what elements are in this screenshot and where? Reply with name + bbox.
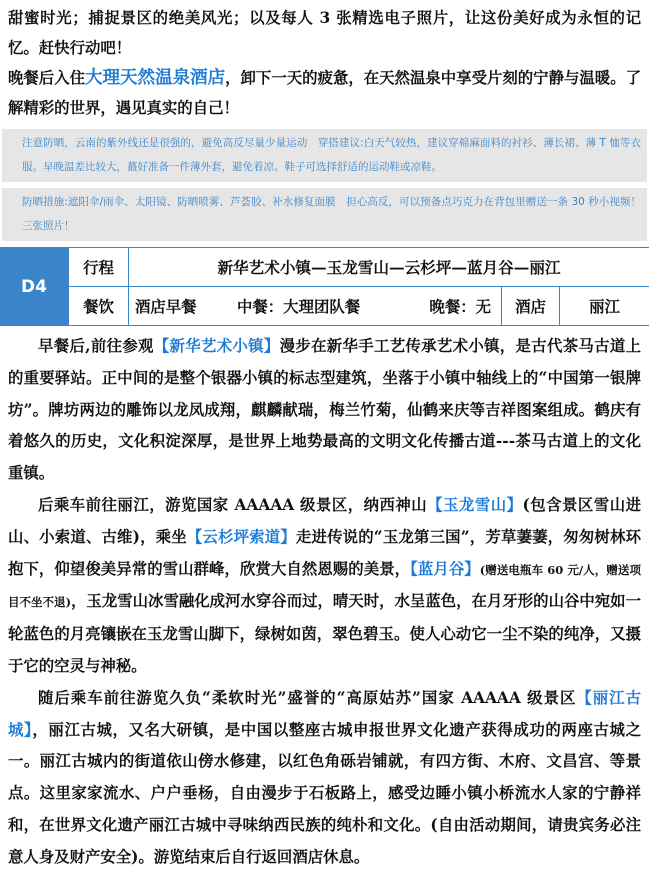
para3-text-a: 随后乘车前往游览久负“柔软时光”盛誉的“高原姑苏”国家 AAAAA 级景区 <box>38 688 577 707</box>
highlight-jade-dragon: 【玉龙雪山】 <box>427 495 523 514</box>
para2-text-b: (包含景区雪山进山、小索道、古维)，乘坐 <box>8 495 641 546</box>
lunch-text: 中餐：大理团队餐 <box>237 298 361 316</box>
para2-text-c: 走进传说的“玉龙第三国”，芳草萋萋，匆匆树林环抱下，仰望俊美异常的雪山群峰，欣赏大自然恩赐的美景， <box>8 527 641 578</box>
shuttle-note: (赠送电瓶车 60 元/人，赠送项目不坐不退) <box>8 562 641 610</box>
paragraph-lijiang-old-town <box>0 683 649 874</box>
para3-text-b: ，丽江古城，又名大研镇，是中国以整座古城申报世界文化遗产获得成功的两座古城之一。丽江古城内的街道依山傍水修建，以红色角砾岩铺就，有四方街、木府、文昌宫、等景点。这里家家流水、户户垂杨，自由漫步于石板路上，感受边睡小镇小桥流水人家的宁静祥和，在世界文化遗产丽江古城中寻味纳西民族的纯朴和文化。(自由活动期间，请贵宾务必注意人身及财产安全)。游览结束后自行返回酒店休息。 <box>8 720 641 866</box>
paragraph-xinhua-town <box>0 331 649 490</box>
hotel-follow-text: ，卸下一天的疲惫，在天然温泉中享受片刻的宁静与温暖。了解精彩的世界，遇见真实的自己！ <box>8 69 641 117</box>
highlight-spruce-cableway: 【云杉坪索道】 <box>186 527 296 546</box>
breakfast-text: 酒店早餐 <box>135 298 197 316</box>
day-itinerary-table <box>0 247 649 326</box>
dinner-text: 晚餐：无 <box>429 298 491 316</box>
hotel-city: 丽江 <box>559 287 649 325</box>
highlight-xinhua-town: 【新华艺术小镇】 <box>153 337 280 355</box>
para2-text-a: 后乘车前往丽江，游览国家 AAAAA 级景区，纳西神山 <box>38 495 428 514</box>
tip-text-sun-protection: 防晒措施:遮阳伞/雨伞、太阳镜、防晒喷雾、芦荟胶、补水修复面膜 担心高反，可以预备点巧克力在背包里赠送一条 30 秒小视频！三张照片！ <box>22 196 641 232</box>
hotel-label: 酒店 <box>501 287 559 325</box>
tip-text-sun-clothing: 注意防晒，云南的紫外线还是很强的，避免高反尽量少量运动 穿搭建议:白天气较热，建议穿棉麻面料的衬衫、薄长裙、薄 T 恤等衣服。早晚温差比较大，蕞好准备一件薄外套，避免着凉。鞋子可选择舒适的运动鞋或凉鞋。 <box>22 137 641 173</box>
route-label: 行程 <box>68 248 128 287</box>
tip-box-sun-protection <box>2 188 647 241</box>
tip-box-sun-clothing <box>2 129 647 182</box>
hotel-name-highlight: 大理天然温泉酒店 <box>85 68 226 88</box>
highlight-lijiang-old-town: 【丽江古城】 <box>8 688 641 739</box>
intro-paragraph-hotel <box>0 63 649 123</box>
highlight-blue-moon-valley: 【蓝月谷】 <box>410 559 480 578</box>
day-label: D4 <box>0 248 68 325</box>
para1-text-b: 漫步在新华手工艺传承艺术小镇，是古代茶马古道上的重要驿站。正中间的是整个银器小镇的标志型建筑，坐落于小镇中轴线上的“中国第一银牌坊”。牌坊两边的雕饰以龙凤成翔，麒麟献瑞，梅兰竹菊，仙鹤来庆等吉祥图案组成。鹤庆有着悠久的历史，文化积淀深厚，是世界上地势最高的文明文化传播古道---茶马古道上的文化重镇。 <box>8 337 641 483</box>
day-description <box>0 331 649 874</box>
itinerary-page <box>0 3 649 895</box>
para1-text-a: 早餐后,前往参观 <box>38 337 154 355</box>
paragraph-jade-dragon <box>0 490 649 683</box>
para2-text-d: ，玉龙雪山冰雪融化成河水穿谷而过，晴天时，水呈蓝色，在月牙形的山谷中宛如一轮蓝色的月亮镶嵌在玉龙雪山脚下，绿树如茵，翠色碧玉。使人心动它一尘不染的纯净，又摄于它的空灵与神秘。 <box>8 592 641 675</box>
meal-label: 餐饮 <box>68 287 128 325</box>
intro-paragraph-photos: 甜蜜时光；捕捉景区的绝美风光；以及每人 3 张精选电子照片，让这份美好成为永恒的记忆。赶快行动吧！ <box>8 9 641 57</box>
meal-row <box>128 287 649 325</box>
route-text: 新华艺术小镇—玉龙雪山—云杉坪—蓝月谷—丽江 <box>128 248 649 287</box>
hotel-lead-text: 晚餐后入住 <box>8 69 86 87</box>
